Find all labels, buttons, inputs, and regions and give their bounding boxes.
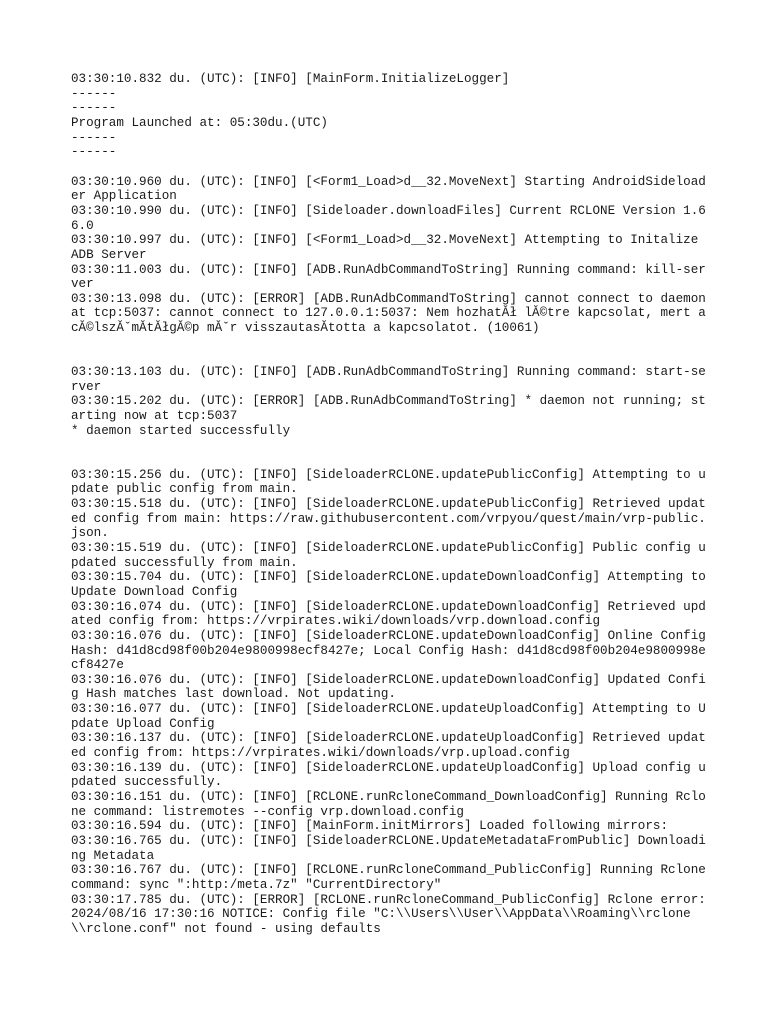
log-line: * daemon started successfully	[71, 423, 291, 438]
log-line: 03:30:16.594 du. (UTC): [INFO] [MainForm.initMirrors] Loaded following mirrors:	[71, 819, 669, 834]
log-line: 03:30:16.076 du. (UTC): [INFO] [SideloaderRCLONE.updateDownloadConfig] Online Config Hash: d41d8cd98f00b204e9800998ecf8427e; Local Config Hash: d41d8cd98f00b204e9800998ecf8427e	[71, 628, 714, 673]
log-line: 03:30:16.137 du. (UTC): [INFO] [SideloaderRCLONE.updateUploadConfig] Retrieved updated config from: https://vrpirates.wiki/downloads/vrp.upload.config	[71, 731, 706, 761]
log-line	[71, 453, 711, 468]
log-line: 03:30:13.098 du. (UTC): [ERROR] [ADB.RunAdbCommandToString] cannot connect to daemon at tcp:5037: cannot connect to 127.0.0.1:5037: Nem hozhatĂł lĂ©tre kapcsolat, mert a cĂ©lszĂˇmĂtĂłgĂ©p mĂˇr visszautasĂtotta a kapcsolatot. (10061)	[71, 291, 714, 336]
log-line: ------	[71, 101, 117, 116]
log-line: 03:30:16.076 du. (UTC): [INFO] [SideloaderRCLONE.updateDownloadConfig] Updated Config Hash matches last download. Not updating.	[71, 672, 706, 702]
log-line: 03:30:17.785 du. (UTC): [ERROR] [RCLONE.runRcloneCommand_PublicConfig] Rclone error: 2024/08/16 17:30:16 NOTICE: Config file "C:\\Users\\User\\AppData\\Roaming\\rclone\\rclone.conf" not found - using defaults	[71, 892, 714, 936]
log-line: 03:30:10.832 du. (UTC): [INFO] [MainForm.InitializeLogger]	[71, 72, 510, 86]
log-document	[71, 72, 714, 937]
log-line: ------	[71, 86, 117, 101]
log-line: 03:30:16.765 du. (UTC): [INFO] [SideloaderRCLONE.UpdateMetadataFromPublic] Downloading Metadata	[71, 834, 706, 863]
log-line: 03:30:10.990 du. (UTC): [INFO] [Sideloader.downloadFiles] Current RCLONE Version 1.66.0	[71, 203, 706, 233]
log-line: 03:30:16.077 du. (UTC): [INFO] [SideloaderRCLONE.updateUploadConfig] Attempting to Update Upload Config	[71, 702, 706, 731]
log-line: 03:30:15.704 du. (UTC): [INFO] [SideloaderRCLONE.updateDownloadConfig] Attempting to Update Download Config	[71, 570, 714, 599]
log-line	[71, 336, 711, 351]
log-line: 03:30:10.960 du. (UTC): [INFO] [<Form1_Load>d__32.MoveNext] Starting AndroidSideloader Application	[71, 174, 706, 204]
log-line: ------	[71, 145, 117, 160]
log-body	[71, 72, 714, 937]
log-line: ------	[71, 130, 117, 145]
log-line: Program Launched at: 05:30du.(UTC)	[71, 115, 328, 130]
log-line	[71, 438, 711, 453]
log-line: 03:30:16.151 du. (UTC): [INFO] [RCLONE.runRcloneCommand_DownloadConfig] Running Rclone command: listremotes --config vrp.download.config	[71, 790, 706, 819]
log-line	[71, 350, 711, 365]
log-line: 03:30:15.518 du. (UTC): [INFO] [SideloaderRCLONE.updatePublicConfig] Retrieved updated config from main: https://raw.githubusercontent.com/vrpyou/quest/main/vrp-public.json.	[71, 496, 706, 541]
log-line: 03:30:16.139 du. (UTC): [INFO] [SideloaderRCLONE.updateUploadConfig] Upload config updated successfully.	[71, 760, 706, 790]
log-line: 03:30:15.202 du. (UTC): [ERROR] [ADB.RunAdbCommandToString] * daemon not running; starting now at tcp:5037	[71, 394, 706, 424]
log-line	[71, 160, 711, 175]
log-line: 03:30:16.074 du. (UTC): [INFO] [SideloaderRCLONE.updateDownloadConfig] Retrieved updated config from: https://vrpirates.wiki/downloads/vrp.download.config	[71, 599, 706, 629]
log-line: 03:30:11.003 du. (UTC): [INFO] [ADB.RunAdbCommandToString] Running command: kill-server	[71, 262, 706, 292]
log-line: 03:30:15.519 du. (UTC): [INFO] [SideloaderRCLONE.updatePublicConfig] Public config updated successfully from main.	[71, 540, 706, 570]
log-line: 03:30:13.103 du. (UTC): [INFO] [ADB.RunAdbCommandToString] Running command: start-server	[71, 365, 706, 394]
log-line: 03:30:16.767 du. (UTC): [INFO] [RCLONE.runRcloneCommand_PublicConfig] Running Rclone command: sync ":http:/meta.7z" "CurrentDirectory"	[71, 863, 714, 893]
log-line: 03:30:10.997 du. (UTC): [INFO] [<Form1_Load>d__32.MoveNext] Attempting to Initalize ADB Server	[71, 233, 706, 262]
log-line: 03:30:15.256 du. (UTC): [INFO] [SideloaderRCLONE.updatePublicConfig] Attempting to update public config from main.	[71, 467, 706, 497]
